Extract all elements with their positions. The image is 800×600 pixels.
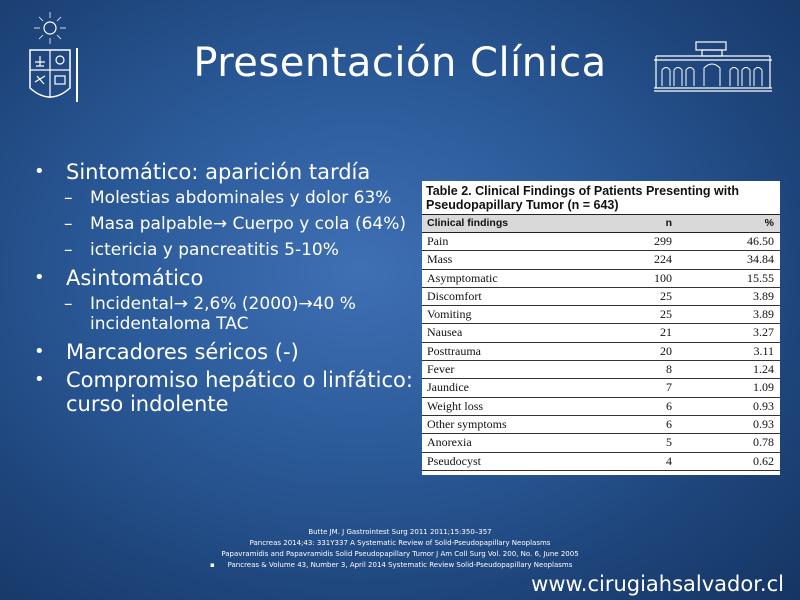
table-cell: 224 bbox=[654, 252, 672, 267]
table-cell: Mass bbox=[427, 252, 453, 267]
table-cell: Jaundice bbox=[427, 380, 469, 395]
table-row bbox=[422, 343, 780, 361]
bullet-dot-icon: • bbox=[34, 267, 45, 288]
table-cell: Pain bbox=[427, 234, 449, 248]
table-cell: 15.55 bbox=[747, 270, 774, 285]
slide-title: Presentación Clínica bbox=[193, 40, 607, 86]
table-cell: 6 bbox=[666, 416, 672, 431]
table-cell: 6 bbox=[666, 398, 672, 413]
website-url: www.cirugiahsalvador.cl bbox=[531, 572, 784, 596]
bullet-list bbox=[34, 160, 414, 420]
table-cell: 46.50 bbox=[747, 234, 774, 248]
table-cell: 1.09 bbox=[753, 380, 774, 395]
table-row bbox=[422, 288, 780, 306]
table-cell: Nausea bbox=[427, 325, 463, 340]
table-row bbox=[422, 306, 780, 324]
table-cell: 4 bbox=[666, 453, 672, 468]
sub-bullet-item: – Incidental→ 2,6% (2000)→40 % incidentaloma TAC bbox=[64, 294, 356, 334]
table-row bbox=[422, 453, 780, 471]
table-cell: 299 bbox=[654, 234, 672, 248]
bullet-item: • Marcadores séricos (-) bbox=[34, 340, 299, 364]
table-row bbox=[422, 324, 780, 342]
bullet-item: • Asintomático bbox=[34, 266, 204, 290]
table-cell: Asymptomatic bbox=[427, 270, 498, 285]
bullet-dot-icon: ▪ bbox=[210, 561, 215, 569]
table-cell: 20 bbox=[660, 343, 672, 358]
table-cell: 5 bbox=[666, 435, 672, 450]
header-findings: Clinical findings bbox=[427, 217, 509, 229]
table-row bbox=[422, 361, 780, 379]
table-cell: 0.78 bbox=[753, 435, 774, 450]
table-row bbox=[422, 416, 780, 434]
references bbox=[0, 527, 800, 571]
table-cell: 8 bbox=[666, 362, 672, 377]
table-cell: Weight loss bbox=[427, 398, 484, 413]
table-row bbox=[422, 270, 780, 288]
table-cell: Pseudocyst bbox=[427, 453, 481, 468]
table-cell: 1.24 bbox=[753, 362, 774, 377]
clinical-findings-table bbox=[422, 181, 780, 475]
table-caption: Table 2. Clinical Findings of Patients Presenting with Pseudopapillary Tumor (n = 643) bbox=[426, 184, 740, 212]
sub-bullet-item: – Molestias abdominales y dolor 63% bbox=[64, 188, 392, 208]
table-cell: Other symptoms bbox=[427, 416, 507, 431]
bullet-item: • Sintomático: aparición tardía bbox=[34, 160, 371, 184]
table-cell: 3.89 bbox=[753, 307, 774, 322]
bullet-dot-icon: • bbox=[34, 341, 45, 362]
table-cell: 100 bbox=[654, 270, 672, 285]
table-row bbox=[422, 379, 780, 397]
table-cell: Vomiting bbox=[427, 307, 472, 322]
table-cell: 3.27 bbox=[753, 325, 774, 340]
table-cell: 21 bbox=[660, 325, 672, 340]
table-cell: 0.93 bbox=[753, 416, 774, 431]
reference-line: Butte JM. J Gastrointest Surg 2011 2011;15:350–357 bbox=[308, 528, 492, 536]
sub-bullet-item: – ictericia y pancreatitis 5-10% bbox=[64, 240, 339, 260]
bullet-dot-icon: • bbox=[34, 369, 45, 390]
bullet-dot-icon: • bbox=[34, 161, 45, 182]
reference-line: Pancreas 2014;43: 331Y337 A Systematic Review of Solid-Pseudopapillary Neoplasms bbox=[249, 539, 551, 547]
table-cell: 3.11 bbox=[753, 343, 774, 358]
table-row bbox=[422, 398, 780, 416]
table-cell: 34.84 bbox=[747, 252, 774, 267]
table-row bbox=[422, 434, 780, 452]
sub-bullet-item: – Masa palpable→ Cuerpo y cola (64%) bbox=[64, 214, 407, 234]
reference-line: Papavramidis and Papavramidis Solid Pseudopapillary Tumor J Am Coll Surg Vol. 200, No. 6, June 2005 bbox=[221, 550, 579, 558]
table-cell: 25 bbox=[660, 307, 672, 322]
table-cell: 0.62 bbox=[753, 453, 774, 468]
table-header bbox=[422, 214, 780, 233]
bullet-item: • Compromiso hepático o linfático: curso indolente bbox=[34, 368, 413, 416]
header-percent: % bbox=[764, 217, 774, 229]
table-cell: 0.93 bbox=[753, 398, 774, 413]
table-cell: Fever bbox=[427, 362, 455, 377]
table-cell: Discomfort bbox=[427, 288, 482, 303]
table-cell: 25 bbox=[660, 288, 672, 303]
table-row bbox=[422, 251, 780, 269]
header-n: n bbox=[665, 217, 672, 229]
table-cell: Posttrauma bbox=[427, 343, 481, 358]
table-cell: 7 bbox=[666, 380, 672, 395]
table-cell: Anorexia bbox=[427, 435, 472, 450]
table-row bbox=[422, 233, 780, 251]
table-cell: 3.89 bbox=[753, 288, 774, 303]
reference-line: ▪ Pancreas & Volume 43, Number 3, April 2014 Systematic Review Solid-Pseudopapillary Neoplasms bbox=[210, 561, 573, 569]
